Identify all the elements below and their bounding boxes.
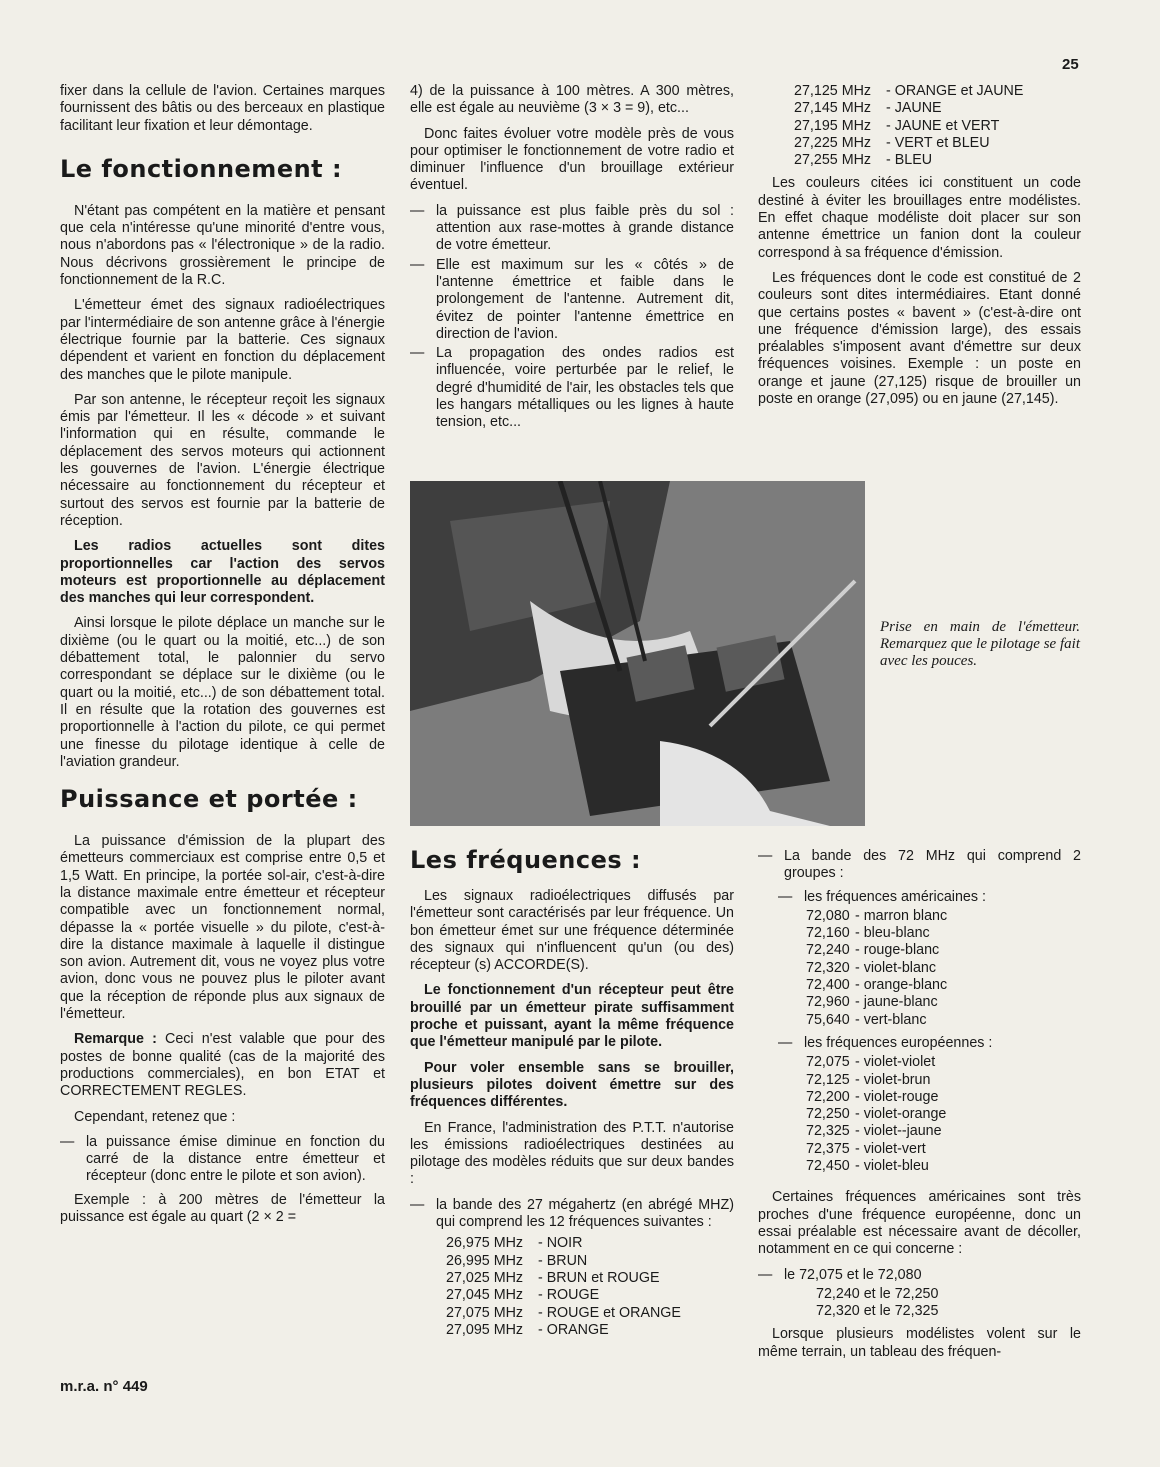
frequency-value: 72,325 <box>806 1123 850 1140</box>
frequency-color: - ORANGE et JAUNE <box>882 83 1024 99</box>
frequency-value: 72,125 <box>806 1071 850 1088</box>
frequency-item <box>806 1054 1081 1071</box>
paragraph: 4) de la puissance à 100 mètres. A 300 mètres, elle est égale au neuvième (3 × 3 = 9), etc... <box>410 83 734 117</box>
paragraph: En France, l'administration des P.T.T. n'autorise les émissions radioélectriques destinées au pilotage des modèles réduits que sur deux bandes : <box>410 1119 734 1188</box>
paragraph: Lorsque plusieurs modélistes volent sur le même terrain, un tableau des fréquen- <box>758 1326 1081 1360</box>
frequency-value: 27,095 MHz <box>446 1321 524 1338</box>
frequency-color: - BLEU <box>882 152 933 169</box>
paragraph: Cependant, retenez que : <box>74 1108 236 1125</box>
frequency-value: 27,075 MHz <box>446 1304 524 1321</box>
frequency-value: 72,080 <box>806 907 850 924</box>
frequency-color: - ROUGE et ORANGE <box>534 1304 681 1321</box>
frequency-color: - JAUNE <box>882 100 942 117</box>
frequency-color: - NOIR <box>534 1235 583 1252</box>
frequency-item <box>794 83 1081 100</box>
frequency-list-72-us <box>758 908 1081 1029</box>
paragraph: Les couleurs citées ici constituent un code destiné à éviter les brouillages entre modélistes. En effet chaque modéliste doit placer sur son antenne émettrice un fanion dont la couleur correspond à sa fréquence d'émission. <box>758 175 1081 261</box>
footer-issue: m.r.a. n° 449 <box>60 1378 148 1395</box>
frequency-item <box>446 1322 734 1339</box>
frequency-item <box>794 152 1081 169</box>
frequency-item <box>446 1235 734 1252</box>
column-2-top <box>410 83 734 434</box>
frequency-color: - violet-bleu <box>851 1158 929 1175</box>
paragraph: L'émetteur émet des signaux radioélectriques par l'intermédiaire de son antenne grâce à l'énergie électrique fournie par la batterie. Ces signaux dépendent et varient en fonction du déplacement des manches que le pilote manipule. <box>60 297 385 383</box>
dash-item: — Elle est maximum sur les « côtés » de l'antenne émettrice et faible dans le prolongement de l'antenne. Autrement dit, évitez de pointer l'antenne émettrice en direction de l'avion. <box>410 257 734 343</box>
frequency-value: 26,975 MHz <box>446 1235 524 1252</box>
column-2-bottom <box>410 846 734 1345</box>
page-number: 25 <box>1062 56 1079 73</box>
frequency-color: - violet-brun <box>851 1071 931 1088</box>
frequency-color: - ORANGE <box>534 1321 609 1338</box>
photo-transmitter <box>410 481 865 826</box>
column-1 <box>60 83 385 1234</box>
paragraph: Les signaux radioélectriques diffusés par l'émetteur sont caractérisés par leur fréquence. Un bon émetteur émet sur une fréquence déterminée des signaux qui n'influencent qu'un (ou des) récepteur (s) ACCORDE(S). <box>410 888 734 974</box>
frequency-item <box>806 1106 1081 1123</box>
frequency-value: 72,250 <box>806 1106 850 1123</box>
frequency-value: 72,960 <box>806 994 850 1011</box>
paragraph: N'étant pas compétent en la matière et pensant que cela n'intéresse qu'une minorité d'entre vous, nous n'abordons pas « l'électronique » de la radio. Nous décrivons grossièrement le principe de fonctionnement de la R.C. <box>60 202 385 289</box>
frequency-value: 27,045 MHz <box>446 1287 524 1304</box>
frequency-item <box>446 1305 734 1322</box>
frequency-value: 27,145 MHz <box>794 100 872 117</box>
dash-item: — les fréquences américaines : <box>778 889 1081 906</box>
paragraph-remarque <box>60 1031 385 1100</box>
dash-item: — la puissance émise diminue en fonction du carré de la distance entre émetteur et récepteur (donc entre le pilote et son avion). <box>60 1134 385 1186</box>
frequency-color: - VERT et BLEU <box>882 134 990 151</box>
frequency-item <box>806 994 1081 1011</box>
frequency-item <box>806 908 1081 925</box>
frequency-item <box>806 977 1081 994</box>
frequency-value: 72,320 <box>806 959 850 976</box>
frequency-value: 26,995 MHz <box>446 1252 524 1269</box>
heading-puissance: Puissance et portée : <box>60 785 358 814</box>
dash-item: — les fréquences européennes : <box>778 1035 1081 1052</box>
frequency-color: - violet--jaune <box>851 1123 942 1140</box>
dash-item: — la bande des 27 mégahertz (en abrégé MHZ) qui comprend les 12 fréquences suivantes : <box>410 1197 734 1232</box>
frequency-value: 27,195 MHz <box>794 117 872 134</box>
frequency-value: 27,025 MHz <box>446 1269 524 1286</box>
paragraph: Certaines fréquences américaines sont très proches d'une fréquence européenne, donc un essai préalable est nécessaire avant de décoller, notamment en ce qui concerne : <box>758 1189 1081 1258</box>
frequency-item <box>794 135 1081 152</box>
column-3-top <box>758 83 1081 416</box>
frequency-pair: 72,320 et le 72,325 <box>816 1303 939 1320</box>
frequency-color: - violet-blanc <box>851 959 937 976</box>
frequency-item <box>806 960 1081 977</box>
paragraph: Par son antenne, le récepteur reçoit les signaux émis par l'émetteur. Il les « décode » et suivant l'information qui en résulte, commande le déplacement des servos moteurs qui actionnent les gouvernes de l'avion. L'énergie électrique nécessaire au fonctionnement du récepteur et surtout des servos est fournie par la batterie de réception. <box>60 391 385 529</box>
frequency-item <box>446 1270 734 1287</box>
paragraph: La puissance d'émission de la plupart des émetteurs commerciaux est comprise entre 0,5 et 1,5 Watt. En principe, la portée sol-air, c'est-à-dire la distance maximale entre émetteur et récepteur compatible avec un fonctionnement normal, dépasse la « portée visuelle » du pilote, c'est-à-dire la distance maximale à laquelle il distingue son avion. Autrement dit, vous ne voyez plus votre avion, donc vous ne pouvez plus le piloter avant que la réception de réponde plus aux signaux de l'émetteur. <box>60 833 385 1023</box>
frequency-value: 75,640 <box>806 1011 850 1028</box>
frequency-item <box>806 925 1081 942</box>
photo-caption: Prise en main de l'émetteur. Remarquez que le pilotage se fait avec les pouces. <box>880 619 1080 669</box>
frequency-color: - violet-rouge <box>851 1088 939 1105</box>
frequency-value: 27,255 MHz <box>794 152 872 169</box>
paragraph: Exemple : à 200 mètres de l'émetteur la puissance est égale au quart (2 × 2 = <box>60 1191 385 1226</box>
frequency-color: - violet-violet <box>851 1054 936 1071</box>
column-3-bottom <box>758 848 1081 1369</box>
dash-item: — le 72,075 et le 72,080 <box>758 1267 1081 1284</box>
frequency-item <box>806 1072 1081 1089</box>
frequency-color: - BRUN <box>534 1252 588 1269</box>
frequency-color: - ROUGE <box>534 1287 600 1304</box>
frequency-value: 72,375 <box>806 1140 850 1157</box>
frequency-item <box>806 1089 1081 1106</box>
dash-item: — La bande des 72 MHz qui comprend 2 groupes : <box>758 848 1081 883</box>
paragraph-bold: Le fonctionnement d'un récepteur peut être brouillé par un émetteur pirate suffisamment proche et puissant, ayant la même fréquence que l'émetteur manipulé par le pilote. <box>410 982 734 1051</box>
frequency-pair: 72,240 et le 72,250 <box>816 1285 939 1302</box>
frequency-color: - violet-orange <box>851 1106 947 1123</box>
frequency-color: - JAUNE et VERT <box>882 117 1000 134</box>
frequency-color: - violet-vert <box>851 1140 926 1157</box>
frequency-list-72-eu <box>758 1054 1081 1175</box>
frequency-value: 72,450 <box>806 1158 850 1175</box>
frequency-color: - marron blanc <box>851 907 948 924</box>
paragraph-bold: Pour voler ensemble sans se brouiller, plusieurs pilotes doivent émettre sur des fréquences différentes. <box>410 1059 734 1111</box>
photo-illustration <box>410 481 865 826</box>
frequency-list-27b <box>758 83 1081 169</box>
frequency-value: 72,400 <box>806 977 850 994</box>
paragraph: Donc faites évoluer votre modèle près de vous pour optimiser le fonctionnement de votre radio et diminuer l'influence d'un brouillage extérieur éventuel. <box>410 125 734 194</box>
frequency-item <box>794 100 1081 117</box>
frequency-color: - jaune-blanc <box>851 994 938 1011</box>
frequency-color: - bleu-blanc <box>851 925 930 942</box>
dash-item: — la puissance est plus faible près du sol : attention aux rase-mottes à grande distance de votre émetteur. <box>410 203 734 255</box>
frequency-value: 27,225 MHz <box>794 134 872 151</box>
frequency-item <box>446 1287 734 1304</box>
frequency-color: - vert-blanc <box>851 1011 927 1028</box>
frequency-item <box>806 1123 1081 1140</box>
frequency-item <box>806 1158 1081 1175</box>
dash-item: — La propagation des ondes radios est influencée, voire perturbée par le relief, le degré d'humidité de l'air, les obstacles tels que les hangars métalliques ou les lignes à haute tension, etc... <box>410 345 734 431</box>
paragraph: Les fréquences dont le code est constitué de 2 couleurs sont dites intermédiaires. Etant donné que certains postes « bavent » (c'est-à-dire ont une fréquence d'émission large), des essais préalables s'imposent avant d'émettre sur deux fréquences voisines. Exemple : un poste en orange et jaune (27,125) risque de brouiller un poste en orange (27,095) ou en jaune (27,145). <box>758 269 1081 408</box>
frequency-value: 27,125 MHz <box>794 83 872 99</box>
remarque-label: Remarque : <box>74 1031 157 1048</box>
frequency-list-27a <box>410 1235 734 1339</box>
frequency-value: 72,160 <box>806 925 850 942</box>
frequency-item <box>806 942 1081 959</box>
heading-frequences: Les fréquences : <box>410 846 642 874</box>
frequency-item <box>806 1012 1081 1029</box>
remarque-text: Ceci n'est valable que pour des postes de bonne qualité (cas de la majorité des productions commerciales), en bon ETAT et CORRECTEMENT REGLES. <box>60 1031 385 1100</box>
frequency-item <box>446 1253 734 1270</box>
heading-fonctionnement: Le fonctionnement : <box>60 154 343 183</box>
frequency-value: 72,075 <box>806 1054 850 1071</box>
frequency-color: - rouge-blanc <box>851 942 940 959</box>
frequency-value: 72,200 <box>806 1088 850 1105</box>
frequency-color: - orange-blanc <box>851 977 948 994</box>
frequency-color: - BRUN et ROUGE <box>534 1269 660 1286</box>
frequency-item <box>806 1141 1081 1158</box>
paragraph-bold: Les radios actuelles sont dites proportionnelles car l'action des servos moteurs est proportionnelle au déplacement des manches qui leur correspondent. <box>60 538 385 607</box>
frequency-item <box>794 118 1081 135</box>
frequency-value: 72,240 <box>806 942 850 959</box>
frequency-pairs <box>758 1286 1081 1321</box>
paragraph: Ainsi lorsque le pilote déplace un manche sur le dixième (ou le quart ou la moitié, etc...) de son débattement total, le palonnier du servo correspondant se déplace sur le dixième (ou le quart ou la moitié, etc...) de son débattement total. Il en résulte que la rotation des gouvernes est proportionnelle à l'action du pilote, ce qui permet une finesse du pilotage identique à celle de l'aviation grandeur. <box>60 615 385 770</box>
paragraph: fixer dans la cellule de l'avion. Certaines marques fournissent des bâtis ou des berceaux en plastique facilitant leur fixation et leur démontage. <box>60 83 385 134</box>
